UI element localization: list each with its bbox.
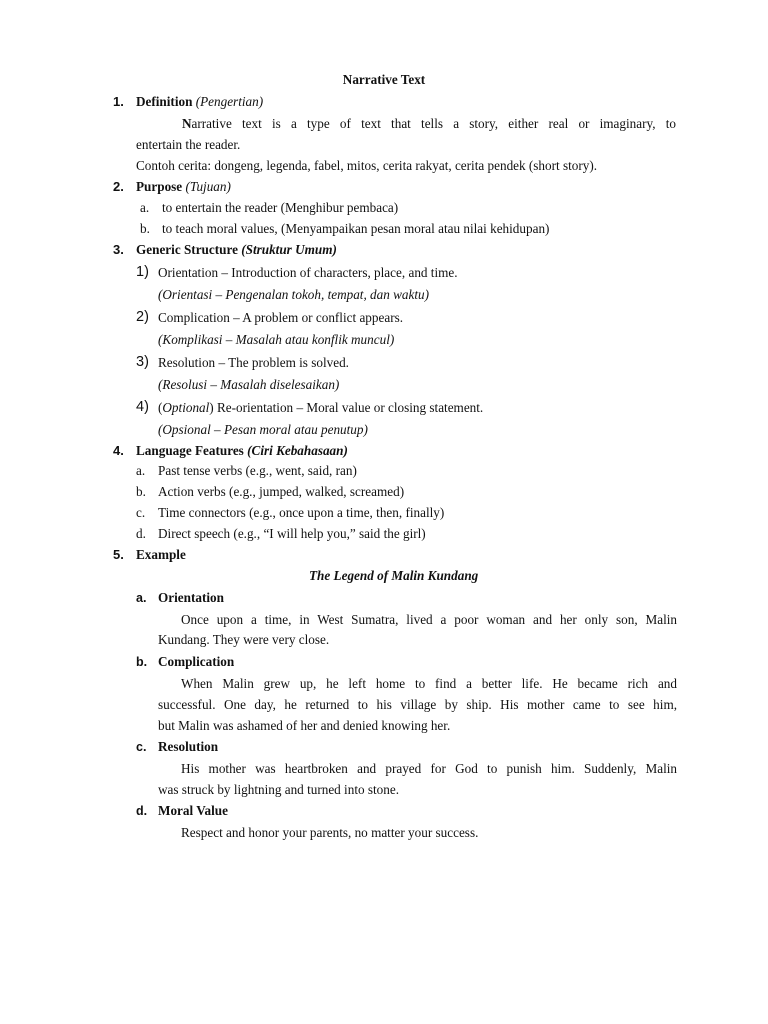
paren-open: ( (158, 400, 163, 415)
structure-item (158, 400, 483, 416)
feature-item: Time connectors (e.g., once upon a time, then, finally) (158, 505, 445, 520)
definition-line-2: entertain the reader. (136, 137, 241, 152)
document-title: Narrative Text (342, 72, 426, 87)
story-title: The Legend of Malin Kundang (309, 568, 479, 583)
optional-word: Optional (162, 400, 210, 415)
story-line: Respect and honor your parents, no matter your success. (181, 825, 479, 840)
section-4-number: 4. (113, 443, 124, 458)
structure-item-translation: (Opsional – Pesan moral atau penutup) (158, 422, 368, 437)
structure-item-translation: (Resolusi – Masalah diselesaikan) (158, 377, 340, 392)
definition-line-1 (182, 116, 676, 132)
structure-item-translation: (Komplikasi – Masalah atau konflik muncul) (158, 332, 395, 347)
section-2-heading (136, 179, 231, 195)
structure-item-marker: 2) (136, 309, 149, 325)
story-line: was struck by lightning and turned into stone. (158, 782, 400, 797)
section-3-number: 3. (113, 242, 124, 257)
feature-item: Past tense verbs (e.g., went, said, ran) (158, 463, 357, 478)
section-2-label: Purpose (136, 179, 183, 194)
feature-item: Direct speech (e.g., “I will help you,” said the girl) (158, 526, 426, 541)
section-2-label-translation: (Tujuan) (185, 179, 231, 194)
section-1-label-translation: (Pengertian) (195, 94, 264, 109)
story-part-heading: Resolution (158, 739, 219, 754)
story-line: Kundang. They were very close. (158, 632, 330, 647)
structure-item-marker: 3) (136, 354, 149, 370)
feature-item-marker: d. (136, 526, 146, 541)
section-4-label-translation: (Ciri Kebahasaan) (247, 443, 348, 458)
purpose-item-marker: a. (140, 200, 150, 215)
section-1-number: 1. (113, 94, 124, 109)
section-3-heading (136, 242, 337, 258)
structure-item: Orientation – Introduction of characters, place, and time. (158, 265, 458, 280)
section-2-number: 2. (113, 179, 124, 194)
story-part-marker: b. (136, 655, 148, 669)
story-part-heading: Complication (158, 654, 235, 669)
feature-item-marker: b. (136, 484, 146, 499)
section-5-number: 5. (113, 547, 124, 562)
story-line: Once upon a time, in West Sumatra, lived a poor woman and her only son, Malin (181, 612, 677, 627)
story-line: His mother was heartbroken and prayed for God to punish him. Suddenly, Malin (181, 761, 677, 776)
section-5-label: Example (136, 547, 186, 562)
purpose-item: to teach moral values, (Menyampaikan pesan moral atau nilai kehidupan) (162, 221, 550, 236)
story-line: but Malin was ashamed of her and denied knowing her. (158, 718, 451, 733)
story-line: When Malin grew up, he left home to find a better life. He became rich and (181, 676, 677, 691)
section-3-label-translation: (Struktur Umum) (241, 242, 337, 257)
definition-drop-letter: N (182, 116, 192, 131)
section-1-label: Definition (136, 94, 193, 109)
structure-item-translation: (Orientasi – Pengenalan tokoh, tempat, dan waktu) (158, 287, 430, 302)
feature-item-marker: a. (136, 463, 146, 478)
structure-item-text: ) Re-orientation – Moral value or closing statement. (209, 400, 484, 415)
section-3-label: Generic Structure (136, 242, 238, 257)
structure-item-marker: 1) (136, 264, 149, 280)
feature-item-marker: c. (136, 505, 146, 520)
purpose-item: to entertain the reader (Menghibur pembaca) (162, 200, 399, 215)
story-part-heading: Moral Value (158, 803, 228, 818)
section-4-label: Language Features (136, 443, 244, 458)
story-part-heading: Orientation (158, 590, 224, 605)
section-1-heading (136, 94, 263, 110)
story-line: successful. One day, he returned to his village by ship. His mother came to see him, (158, 697, 677, 712)
structure-item-marker: 4) (136, 399, 149, 415)
structure-item: Resolution – The problem is solved. (158, 355, 349, 370)
definition-line-1-text: arrative text is a type of text that tells a story, either real or imaginary, to (191, 116, 676, 131)
definition-examples: Contoh cerita: dongeng, legenda, fabel, mitos, cerita rakyat, cerita pendek (short story). (136, 158, 598, 173)
story-part-marker: a. (136, 591, 147, 605)
story-part-marker: d. (136, 804, 148, 818)
structure-item: Complication – A problem or conflict appears. (158, 310, 404, 325)
section-4-heading (136, 443, 348, 459)
story-part-marker: c. (136, 740, 147, 754)
feature-item: Action verbs (e.g., jumped, walked, screamed) (158, 484, 405, 499)
purpose-item-marker: b. (140, 221, 150, 236)
